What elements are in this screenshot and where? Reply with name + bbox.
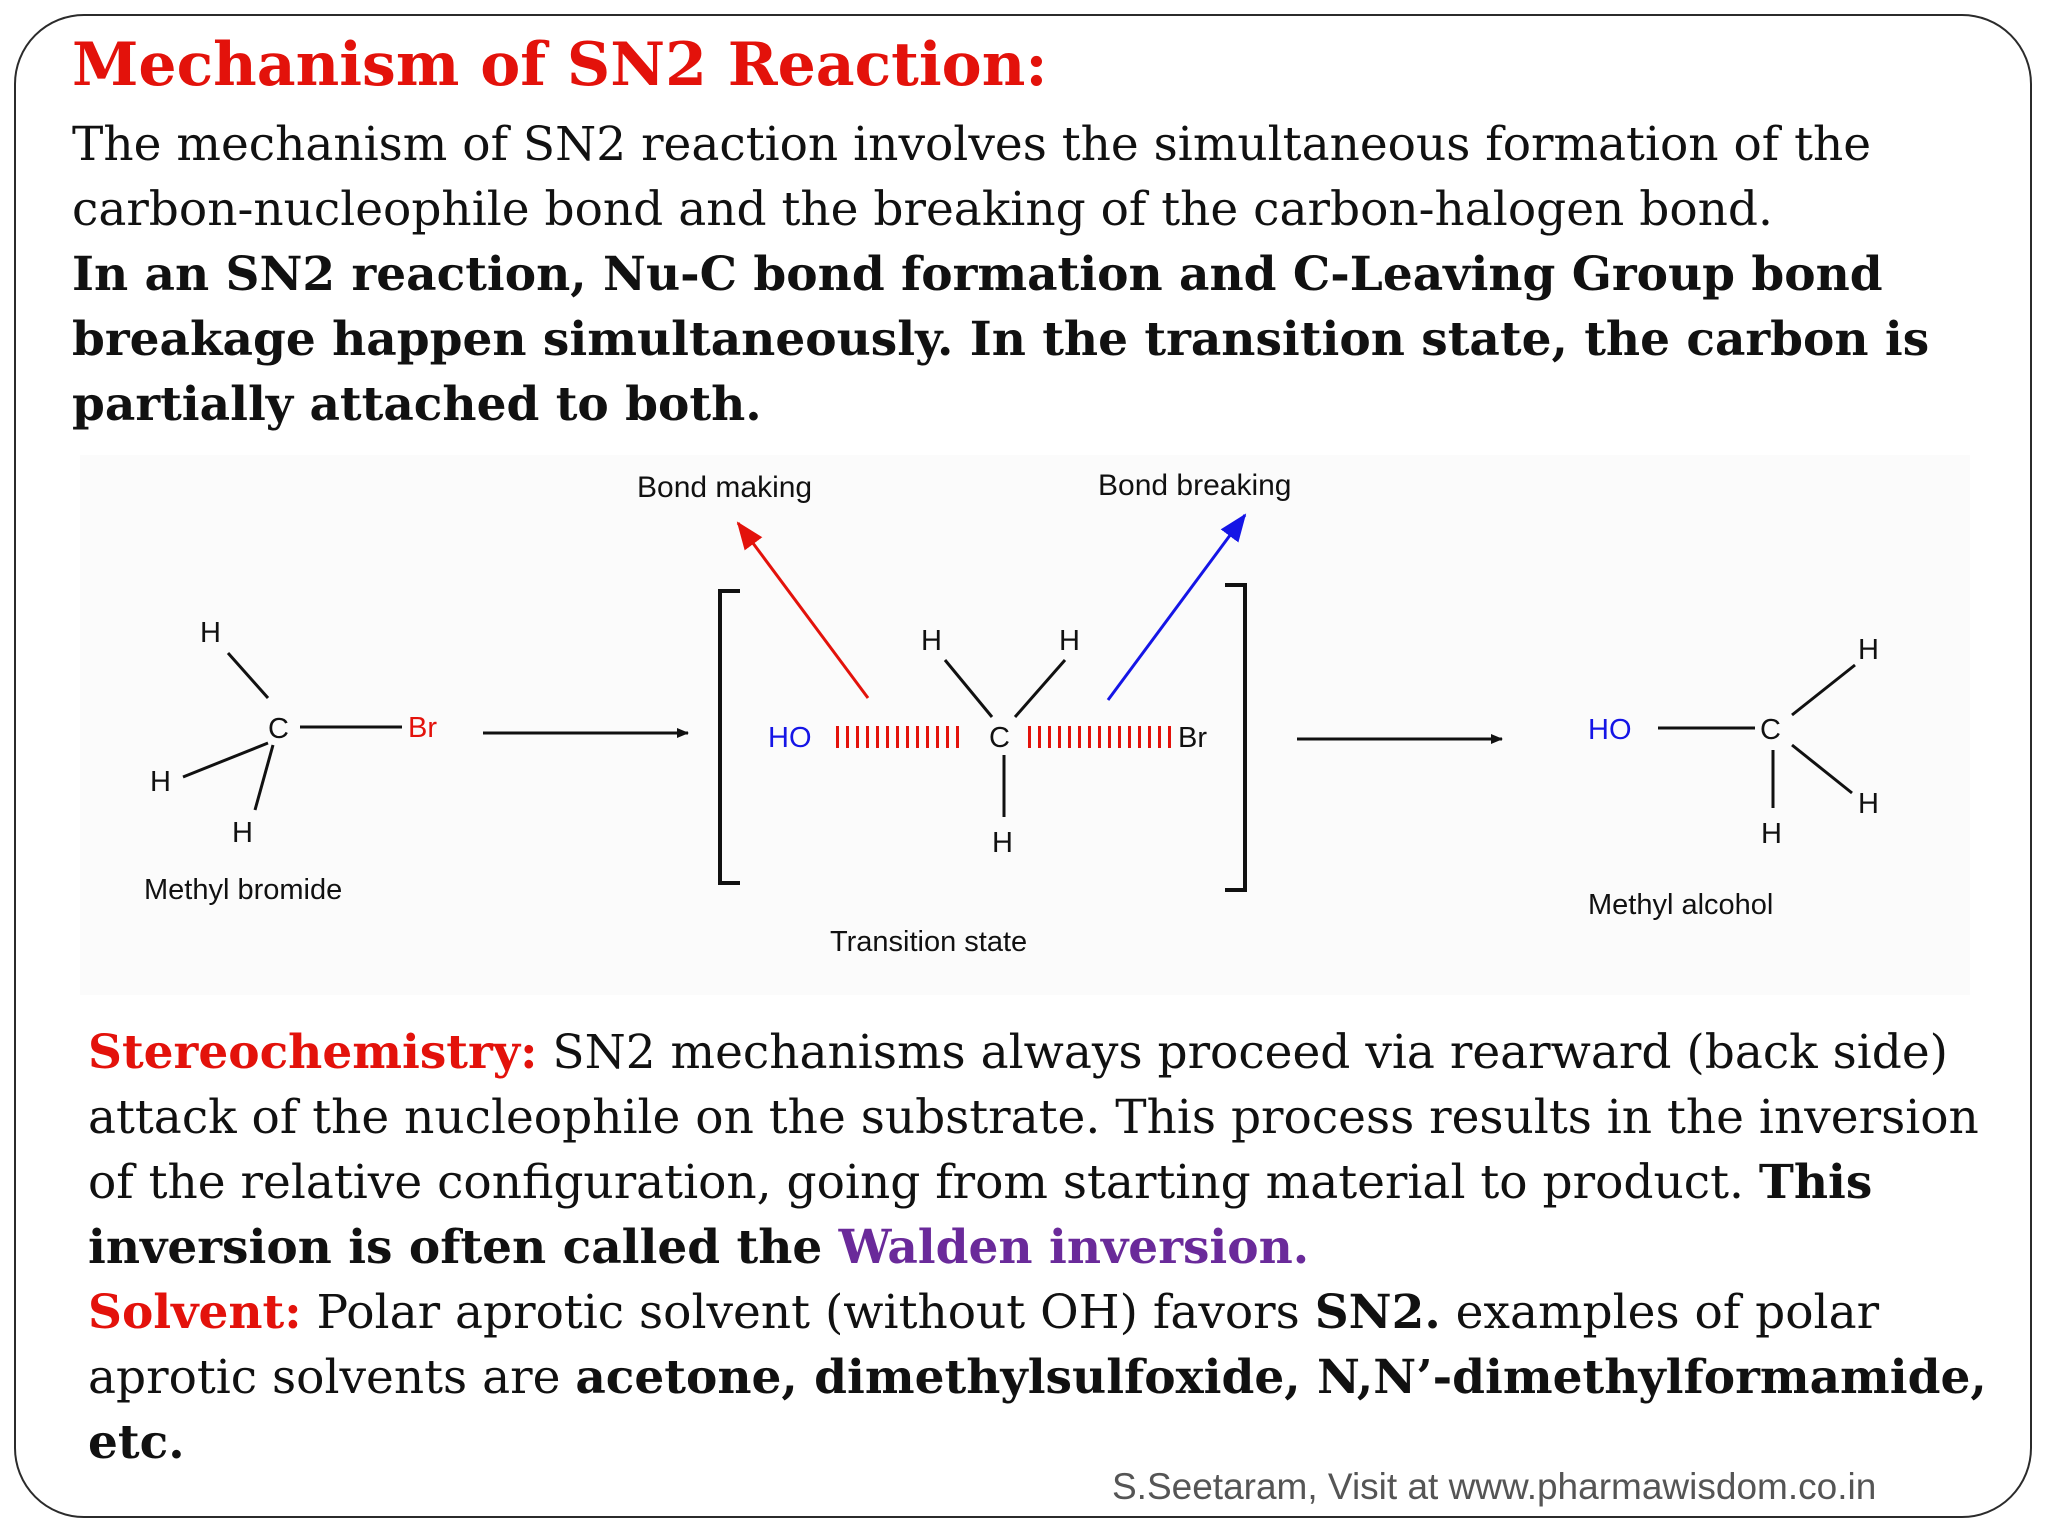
solvent-sn2: SN2. [1314,1285,1441,1340]
solvent-text: Polar aprotic solvent (without OH) favors [301,1285,1315,1340]
bond-making-label: Bond making [637,471,813,504]
reactant-label: Methyl bromide [144,874,343,906]
bond-breaking-arrow [1108,515,1245,700]
reactant-atom-h3: H [232,817,253,849]
product-label: Methyl alcohol [1588,889,1774,921]
footer-credit: S.Seetaram, Visit at www.pharmawisdom.co.in [1112,1466,1877,1507]
product-atom-h1: H [1858,634,1879,666]
product-atom-h3: H [1761,818,1782,850]
intro-bold-text: In an SN2 reaction, Nu-C bond formation and C-Leaving Group bond breakage happen simultaneously. In the transition state, the carbon is partially attached to both. [72,247,1930,432]
walden-inversion-highlight: Walden inversion. [838,1220,1310,1275]
stereochemistry-heading: Stereochemistry: [88,1025,538,1080]
solvent-paragraph [88,1280,1988,1475]
intro-paragraph [72,112,1952,437]
ts-atom-ho: HO [768,722,812,754]
sn2-mechanism-diagram [80,455,1970,995]
solvent-text-2: examples of polar aprotic solvents are [88,1285,1880,1405]
right-bracket [1225,585,1245,890]
stereochemistry-paragraph [88,1020,1988,1280]
intro-text: The mechanism of SN2 reaction involves the simultaneous formation of the carbon-nucleophile bond and the breaking of the carbon-halogen bond. [72,117,1872,237]
solvent-heading: Solvent: [88,1285,302,1340]
reactant-atom-br: Br [408,712,437,744]
ts-label: Transition state [830,926,1028,958]
product-atom-ho: HO [1588,714,1632,746]
solvent-examples: acetone, dimethylsulfoxide, N,N’-dimethylformamide, etc. [88,1350,1987,1470]
ts-atom-h1: H [921,625,942,657]
reactant-atom-h2: H [150,766,171,798]
left-bracket [720,591,740,883]
reactant-atom-h1: H [200,617,221,649]
reactant-atom-c: C [268,713,289,745]
transition-state [637,469,1291,958]
ts-atom-br: Br [1178,722,1207,754]
bottom-section [88,1020,1988,1475]
stereochemistry-bold: This inversion is often called the [88,1155,1873,1275]
methyl-bromide-molecule [144,617,437,906]
methyl-alcohol-molecule [1588,634,1879,921]
ts-atom-h2: H [1059,625,1080,657]
page-title: Mechanism of SN2 Reaction: [72,30,1048,100]
product-atom-c: C [1760,714,1781,746]
bond-making-arrow [738,523,868,698]
bond-breaking-label: Bond breaking [1098,469,1292,502]
ts-atom-c: C [989,722,1010,754]
ts-atom-h3: H [992,827,1013,859]
stereochemistry-text: SN2 mechanisms always proceed via rearward (back side) attack of the nucleophile on the substrate. This process results in the inversion of the relative configuration, going from starting material to product. [88,1025,1979,1210]
product-atom-h2: H [1858,788,1879,820]
